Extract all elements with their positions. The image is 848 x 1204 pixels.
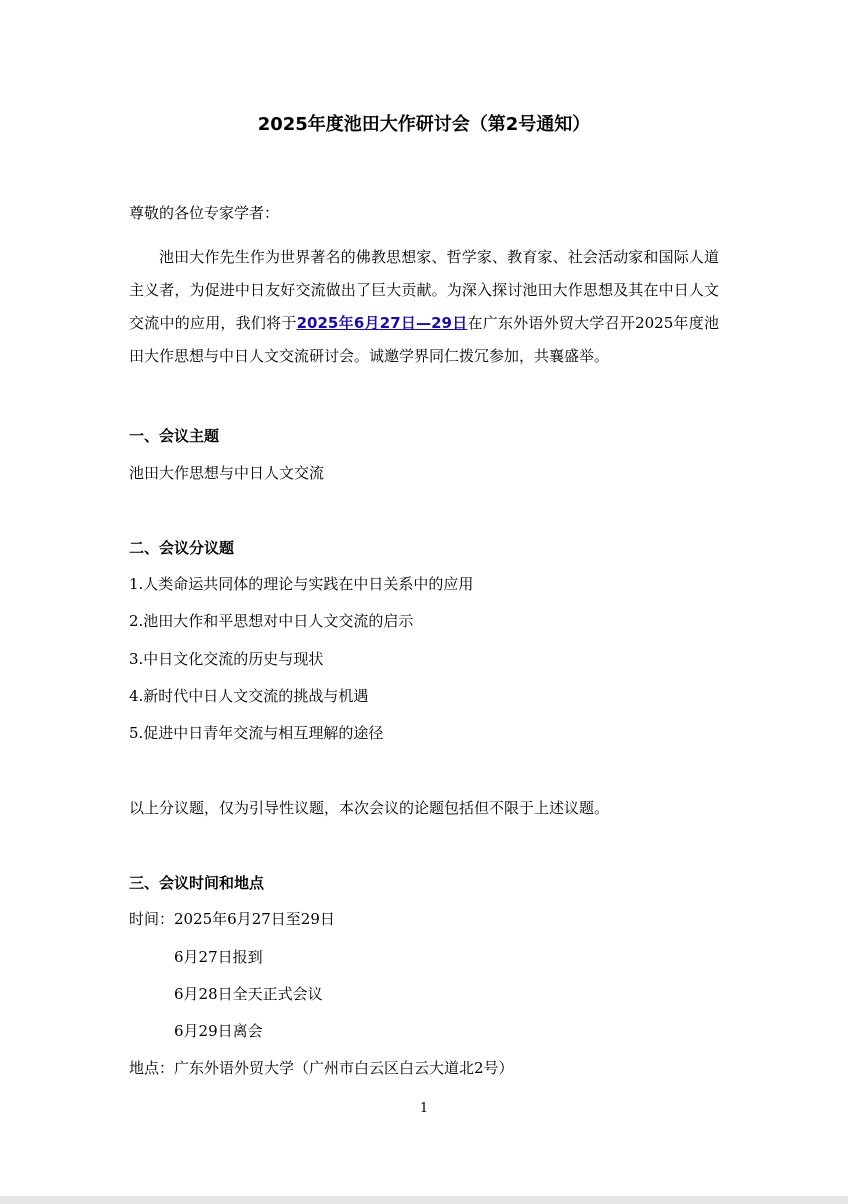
salutation: 尊敬的各位专家学者： [129,204,280,222]
date-link[interactable]: 2025年6月27日—29日 [296,314,468,332]
subtopic-item-2: 2.池田大作和平思想对中日人文交流的启示 [129,612,414,630]
location-line: 地点：广东外语外贸大学（广州市白云区白云大道北2号） [129,1059,514,1077]
section3-heading: 三、会议时间和地点 [129,874,265,892]
intro-text-after: 在广东外语外贸大学召开2025年度池田大作思想与中日人文交流研讨会。诚邀学界同仁拨冗参加，共襄盛举。 [129,314,719,365]
subtopic-item-5: 5.促进中日青年交流与相互理解的途径 [129,724,384,742]
schedule-item-1: 6月27日报到 [174,948,263,966]
schedule-item-2: 6月28日全天正式会议 [174,985,323,1003]
section1-heading: 一、会议主题 [129,427,220,445]
time-line: 时间：2025年6月27日至29日 [129,910,335,928]
subtopic-item-4: 4.新时代中日人文交流的挑战与机遇 [129,687,369,705]
schedule-item-3: 6月29日离会 [174,1022,263,1040]
section2-heading: 二、会议分议题 [129,539,235,557]
intro-text-before: 池田大作先生作为世界著名的佛教思想家、哲学家、教育家、社会活动家和国际人道主义者，为促进中日友好交流做出了巨大贡献。为深入探讨池田大作思想及其在中日人文交流中的应用，我们将于 [129,248,719,332]
section1-content: 池田大作思想与中日人文交流 [129,464,325,482]
subtopic-item-3: 3.中日文化交流的历史与现状 [129,650,324,668]
subtopic-item-1: 1.人类命运共同体的理论与实践在中日关系中的应用 [129,575,474,593]
intro-paragraph [129,241,719,373]
subtopic-note: 以上分议题，仅为引导性议题，本次会议的论题包括但不限于上述议题。 [129,799,610,817]
viewer-bottom-edge [0,1196,848,1204]
page-number: 1 [419,1101,429,1116]
page-title: 2025年度池田大作研讨会（第2号通知） [257,114,591,135]
